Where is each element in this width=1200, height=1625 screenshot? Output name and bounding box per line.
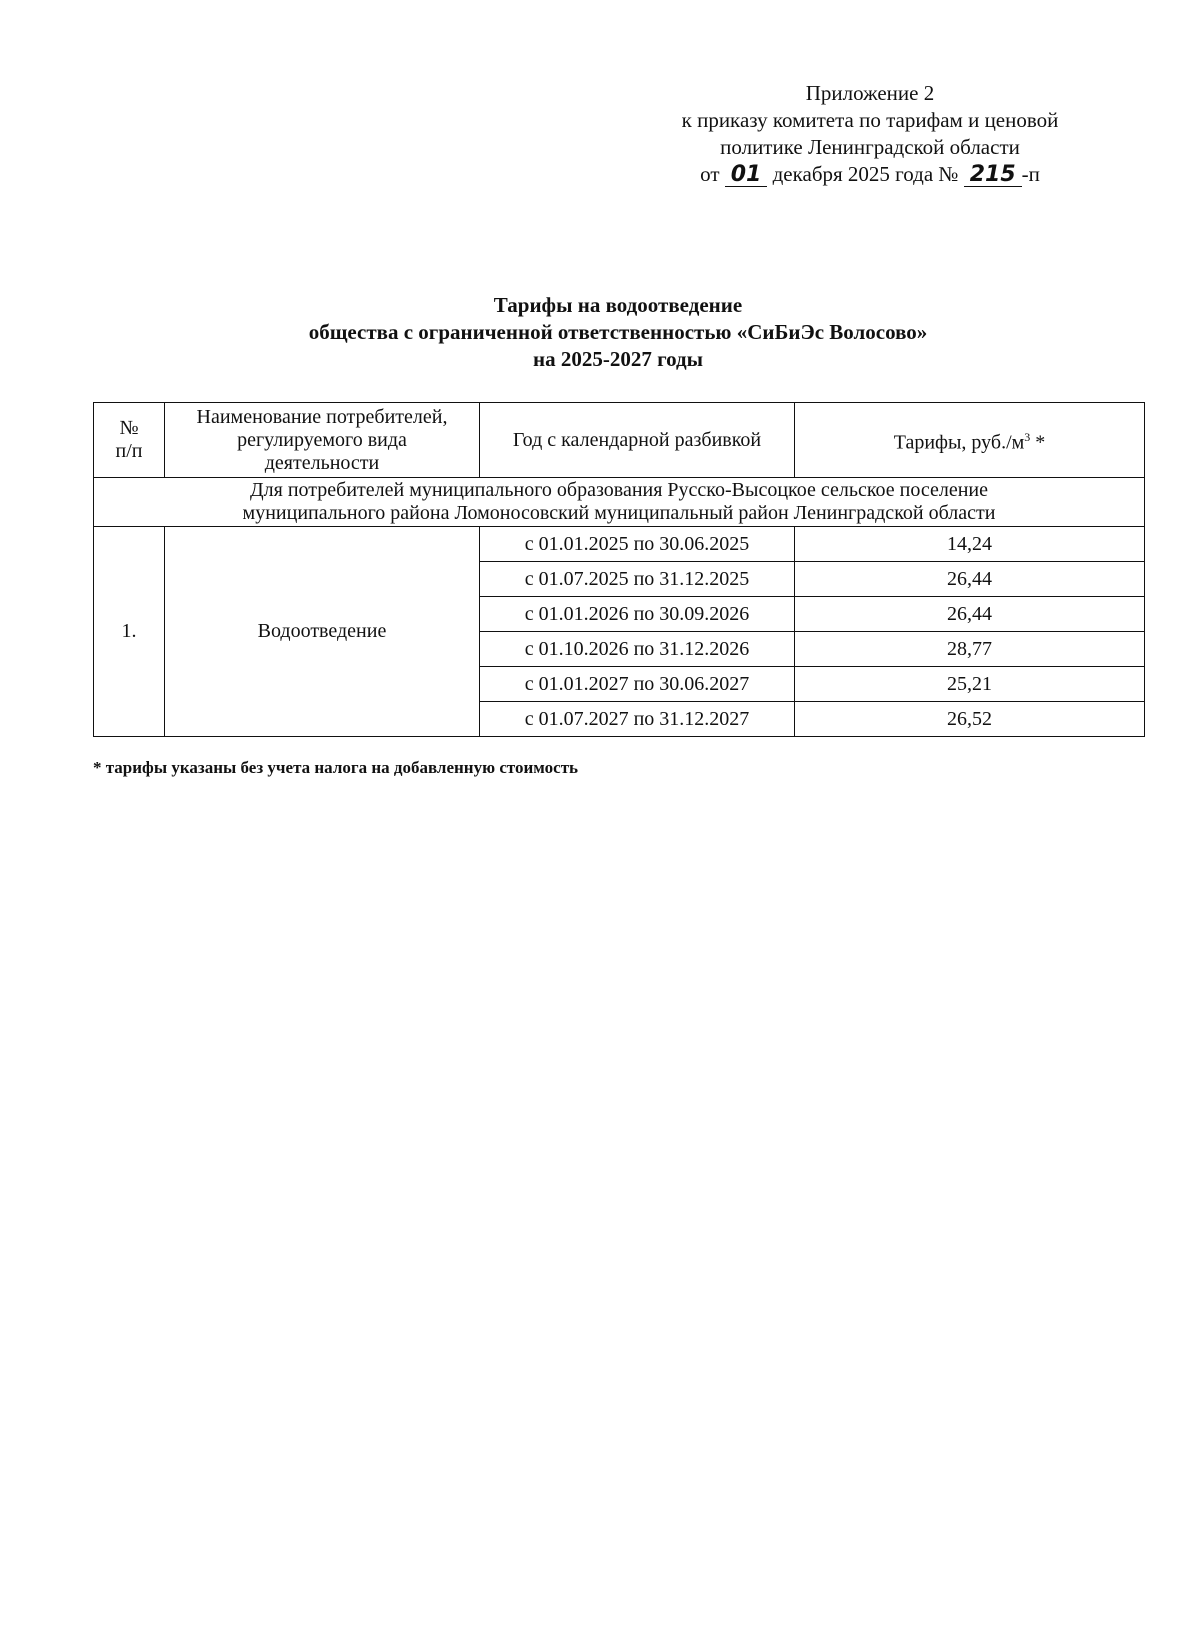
handwritten-number: 215 — [964, 164, 1022, 187]
period-cell: с 01.01.2025 по 30.06.2025 — [480, 527, 795, 562]
header-number: № п/п — [94, 403, 165, 478]
period-cell: с 01.07.2025 по 31.12.2025 — [480, 562, 795, 597]
tariff-cell: 26,52 — [795, 702, 1145, 737]
consumer-group-row — [94, 478, 1145, 527]
tariff-table — [93, 402, 1145, 737]
period-cell: с 01.10.2026 по 31.12.2026 — [480, 632, 795, 667]
tariff-cell: 26,44 — [795, 597, 1145, 632]
header-period: Год с календарной разбивкой — [480, 403, 795, 478]
annex-number-suffix: -п — [1021, 162, 1040, 186]
annex-date-line — [620, 161, 1120, 188]
annex-committee-line: политике Ленинградской области — [720, 135, 1020, 159]
period-cell: с 01.01.2027 по 30.06.2027 — [480, 667, 795, 702]
table-header-row — [94, 403, 1145, 478]
document-title — [92, 292, 1144, 373]
header-tariff: Тарифы, $руб./м^3$ * — [795, 403, 1145, 478]
tariff-cell: 14,24 — [795, 527, 1145, 562]
handwritten-day: 01 — [725, 164, 768, 187]
annex-title: Приложение 2 — [805, 81, 935, 105]
tariff-cell: 26,44 — [795, 562, 1145, 597]
vat-footnote: * тарифы указаны без учета налога на добавленную стоимость — [93, 758, 579, 777]
title-line-3: на 2025-2027 годы — [532, 347, 704, 371]
tariff-cell: 28,77 — [795, 632, 1145, 667]
annex-from-prefix: от — [700, 162, 720, 186]
period-cell: с 01.07.2027 по 31.12.2027 — [480, 702, 795, 737]
tariff-cell: 25,21 — [795, 667, 1145, 702]
period-cell: с 01.01.2026 по 30.09.2026 — [480, 597, 795, 632]
consumer-group-cell: Для потребителей муниципального образования Русско-Высоцкое сельское поселение муниципального района Ломоносовский муниципальный район Ленинградской области — [94, 478, 1145, 527]
annex-order-line: к приказу комитета по тарифам и ценовой — [681, 108, 1059, 132]
title-line-2: общества с ограниченной ответственностью «СиБиЭс Волосово» — [308, 320, 928, 344]
annex-header — [620, 80, 1120, 188]
entry-name: Водоотведение — [165, 527, 480, 737]
entry-number: 1. — [94, 527, 165, 737]
header-consumer-name: Наименование потребителей, регулируемого вида деятельности — [165, 403, 480, 478]
table-row — [94, 527, 1145, 562]
title-line-1: Тарифы на водоотведение — [493, 293, 743, 317]
annex-month-year: декабря 2025 года № — [772, 162, 959, 186]
